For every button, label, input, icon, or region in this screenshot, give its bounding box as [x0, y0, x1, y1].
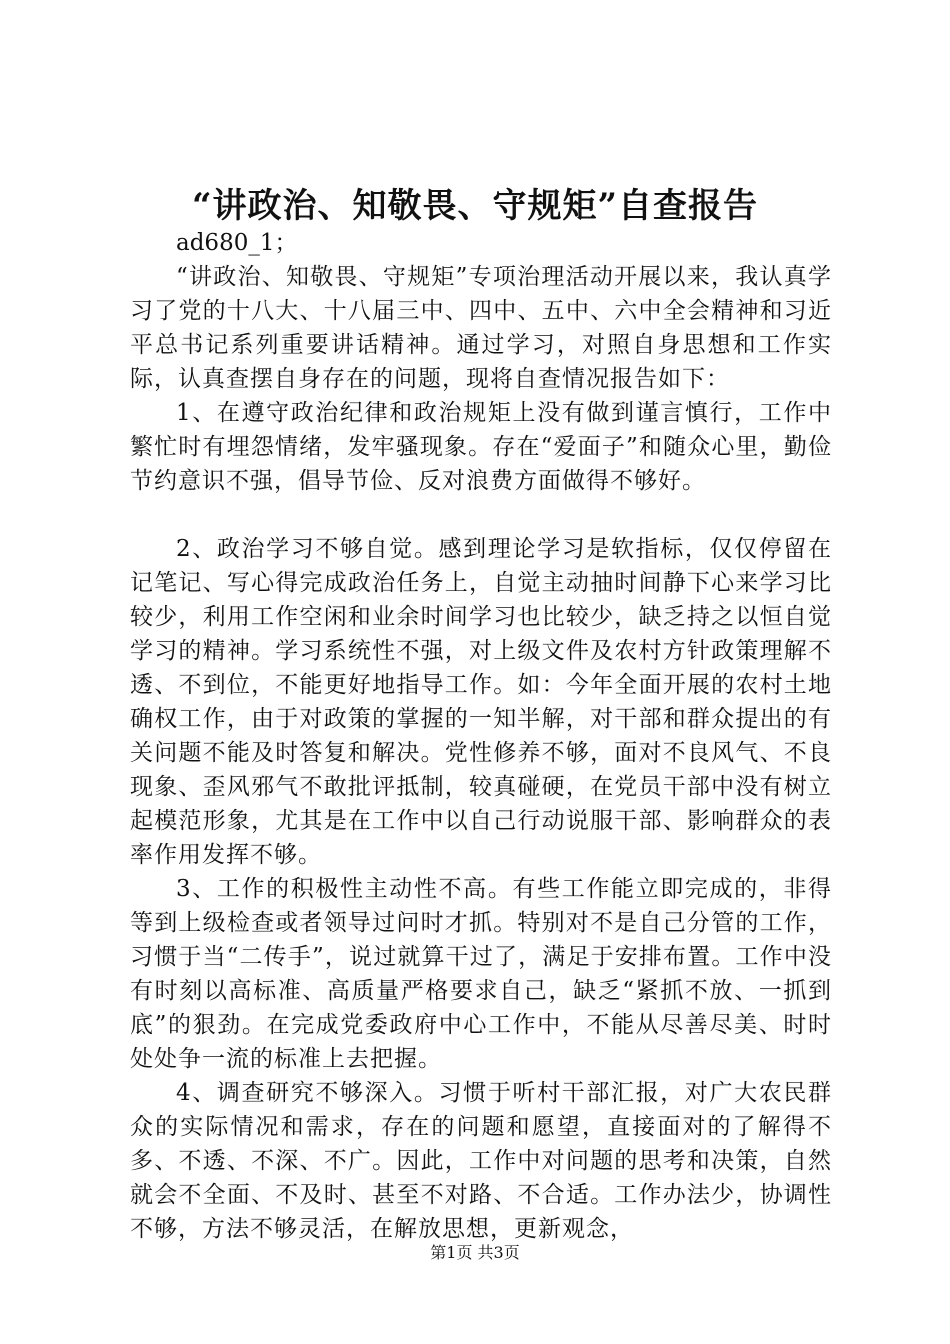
document-code-line: ad680_1；	[176, 230, 298, 256]
document-body	[130, 226, 832, 1246]
paragraph-intro: “讲政治、知敬畏、守规矩”专项治理活动开展以来，我认真学习了党的十八大、十八届三中、四中、五中、六中全会精神和习近平总书记系列重要讲话精神。通过学习，对照自身思想和工作实际，认真查摆自身存在的问题，现将自查情况报告如下：	[130, 264, 832, 392]
paragraph-item-4: 4、调查研究不够深入。习惯于听村干部汇报，对广大农民群众的实际情况和需求，存在的问题和愿望，直接面对的了解得不多、不透、不深、不广。因此，工作中对问题的思考和决策，自然就会不全面、不及时、甚至不对路、不合适。工作办法少，协调性不够，方法不够灵活，在解放思想，更新观念，	[130, 1080, 832, 1242]
paragraph-item-2: 2、政治学习不够自觉。感到理论学习是软指标，仅仅停留在记笔记、写心得完成政治任务上，自觉主动抽时间静下心来学习比较少，利用工作空闲和业余时间学习也比较少，缺乏持之以恒自觉学习的精神。学习系统性不强，对上级文件及农村方针政策理解不透、不到位，不能更好地指导工作。如：今年全面开展的农村土地确权工作，由于对政策的掌握的一知半解，对干部和群众提出的有关问题不能及时答复和解决。党性修养不够，面对不良风气、不良现象、歪风邪气不敢批评抵制，较真碰硬，在党员干部中没有树立起模范形象，尤其是在工作中以自己行动说服干部、影响群众的表率作用发挥不够。	[130, 536, 832, 868]
paragraph-item-1: 1、在遵守政治纪律和政治规矩上没有做到谨言慎行，工作中繁忙时有埋怨情绪，发牢骚现象。存在“爱面子”和随众心里，勤俭节约意识不强，倡导节俭、反对浪费方面做得不够好。	[130, 400, 832, 494]
document-title: “讲政治、知敬畏、守规矩”自查报告	[191, 186, 759, 226]
paragraph-item-3: 3、工作的积极性主动性不高。有些工作能立即完成的，非得等到上级检查或者领导过问时才抓。特别对不是自己分管的工作，习惯于当“二传手”，说过就算干过了，满足于安排布置。工作中没有时刻以高标准、高质量严格要求自己，缺乏“紧抓不放、一抓到底”的狠劲。在完成党委政府中心工作中，不能从尽善尽美、时时处处争一流的标准上去把握。	[130, 876, 832, 1072]
page-number-footer: 第1页 共3页	[430, 1243, 520, 1262]
